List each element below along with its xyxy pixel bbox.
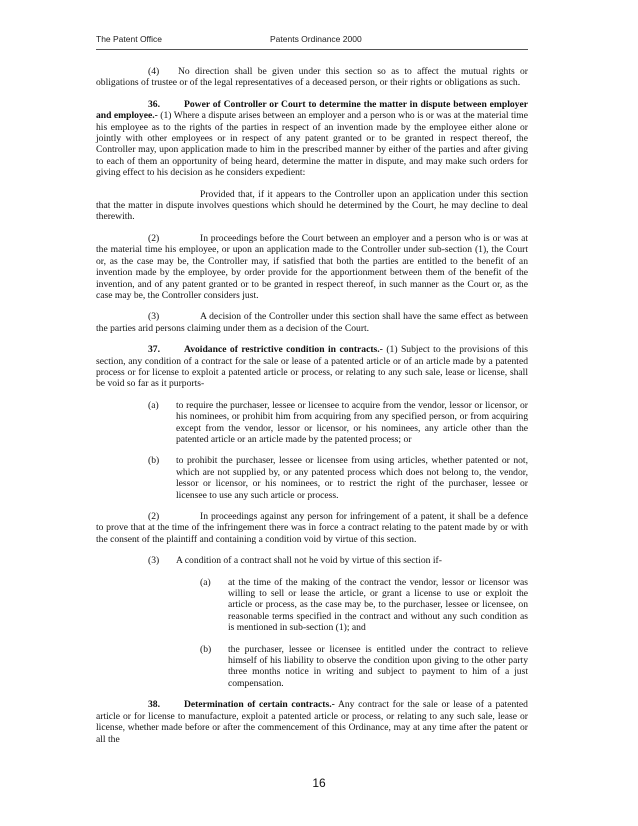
paragraph-36-3: [96, 311, 528, 334]
clause-label: (b): [148, 455, 160, 467]
section-number: 38.: [148, 699, 160, 711]
clause-37-3-a: [200, 577, 528, 634]
paragraph-37-2: [96, 511, 528, 545]
clause-37-3-b: [200, 644, 528, 690]
header-center: Patents Ordinance 2000: [270, 34, 362, 44]
section-38: [96, 699, 528, 745]
section-37: [96, 344, 528, 390]
proviso-36: [96, 189, 528, 223]
clause-text: the purchaser, lessee or licensee is entitled under the contract to relieve himself of his liability to observe the condition upon giving to the other party three months notice in writing and subject to payment to him of a just compensation.: [228, 643, 528, 689]
clause-text: to prohibit the purchaser, lessee or licensee from using articles, whether patented or not, which are not supplied by, or any patented process which does not belong to, the vendor, lessor or licensor, or his nominees, or to restrict the right of the purchaser, lessee or licensee to use any such article or process.: [176, 455, 528, 501]
clause-text: to require the purchaser, lessee or licensee to acquire from the vendor, lessor or licensor, or his nominees, or prohibit him from acquiring from any specified person, or from acquiring except from the vendor, lessor or licensor, or his nominees, any article other than the patented article or an article made by the patented process; or: [176, 399, 528, 445]
subsection-number: (2): [148, 511, 160, 522]
paragraph-35-4: [96, 66, 528, 89]
section-heading: Avoidance of restrictive condition in contracts.-: [184, 344, 383, 356]
header-rule: [96, 49, 528, 50]
document-body: [96, 66, 528, 755]
paragraph-37-3: [148, 555, 528, 566]
clause-label: (b): [200, 643, 212, 655]
paragraph-text: In proceedings against any person for infringement of a patent, it shall be a defence to prove that at the time of the infringement there was in force a contract relating to the patent made by or with the consent of the plaintiff and containing a condition void by virtue of this section.: [96, 511, 528, 545]
section-heading: Power of Controller or Court to determine the matter in dispute between employer and employee.-: [96, 98, 528, 122]
paragraph-text: A decision of the Controller under this section shall have the same effect as between the parties arid persons claiming under them as a decision of the Court.: [96, 311, 528, 334]
paragraph-36-2: [96, 233, 528, 301]
section-heading: Determination of certain contracts.-: [184, 699, 335, 711]
paragraph-text: (1) Where a dispute arises between an employer and a person who is or was at the material time his employee as to the rights of the parties in respect of an invention made by the employee either alone or jointly with other employees or in respect of any patent granted or to be granted in respect thereof, the Controller may, upon application made to him in the prescribed manner by either of the parties and after giving to each of them an opportunity of being heard, determine the matter in dispute, and may make such orders for giving effect to his decision as he considers expedient:: [96, 110, 528, 179]
paragraph-text: A condition of a contract shall not he void by virtue of this section if-: [176, 555, 442, 567]
clause-label: (a): [200, 576, 211, 588]
paragraph-text: Provided that, if it appears to the Controller upon an application under this section that the matter in dispute involves questions which should he determined by the Court, he may decline to deal therewith.: [96, 188, 528, 223]
subsection-number: (2): [148, 232, 160, 244]
paragraph-text: In proceedings before the Court between an employer and a person who is or was at the material time his employee, or upon an application made to the Controller under sub-section (1), the Court or, as the case may be, the Controller may, if satisfied that both the parties are entitled to the benefit of an invention made by the employee, by order provide for the apportionment between them of the benefit of the invention, and of any patent granted or to be granted in respect thereof, in such manner as the Court or, as the case may be, the Controller considers just.: [96, 232, 528, 301]
clause-37-1-b: [148, 455, 528, 501]
paragraph-text: (1) Subject to the provisions of this section, any condition of a contract for the sale or lease of a patented article or of an article made by a patented process or for license to exploit a patented article or process, or relating to any such sale, lease or license, shall be void so far as it purports-: [96, 344, 528, 390]
subsection-number: (3): [148, 311, 160, 323]
section-36: [96, 99, 528, 179]
subsection-number: (3): [148, 555, 160, 567]
paragraph-text: No direction shall be given under this section so as to affect the mutual rights or obligations of trustee or of the legal representatives of a deceased person, or their rights or obligations as such.: [96, 66, 528, 89]
clause-37-1-a: [148, 400, 528, 446]
subsection-number: (4): [148, 66, 160, 77]
paragraph-text: Any contract for the sale or lease of a patented article or for license to manufacture, exploit a patented article or process, or relating to any such sale, lease or license, whether made before or after the commencement of this Ordinance, may at any time after the patent or all the: [96, 699, 528, 745]
page-number: 16: [312, 776, 326, 790]
clause-text: at the time of the making of the contract the vendor, lessor or licensor was willing to sell or lease the article, or grant a license to use or exploit the article or process, as the case may be, to the purchaser, lessee or licensee, on reasonable terms specified in the contract and without any such condition as is mentioned in sub-section (1); and: [228, 576, 528, 634]
section-number: 36.: [148, 98, 160, 110]
section-number: 37.: [148, 344, 160, 356]
header-left: The Patent Office: [96, 34, 162, 44]
clause-label: (a): [148, 399, 159, 411]
